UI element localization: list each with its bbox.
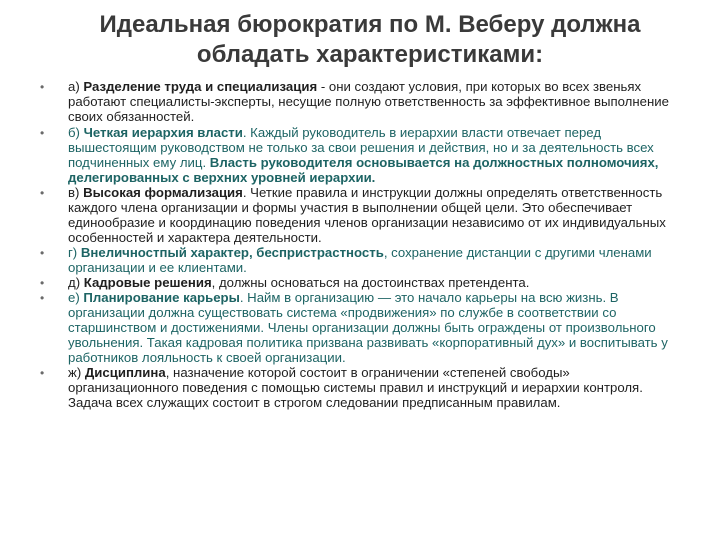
bullet-icon: • xyxy=(40,246,45,260)
item-text: . Четкие правила и инструкции должны определять ответственность каждого члена организации и формы участия в выполнении общей цели. Это обеспечивает единообразие и координацию поведения членов организации независимо от их индивидуальных особенностей и характера деятельности. xyxy=(68,185,666,245)
item-term: Разделение труда и специализация xyxy=(83,79,318,94)
title-line-1: Идеальная бюрократия по М. Веберу должна xyxy=(99,11,641,38)
item-prefix: г) xyxy=(68,245,81,260)
list-item xyxy=(40,275,680,290)
list-item xyxy=(40,79,680,124)
item-prefix: д) xyxy=(68,275,84,290)
item-term: Высокая формализация xyxy=(83,185,243,200)
item-text: . Найм в организацию — это начало карьеры на всю жизнь. В организации должна существовать система «продвижения» по службе в соответствии со старшинством и достижениями. Члены организации должны быть ограждены от произвольного увольнения. Такая кадровая политика призвана развивать «корпоративный дух» и воспитывать у работников лояльность к своей организации. xyxy=(68,290,668,365)
item-text: , назначение которой состоит в ограничении «степеней свободы» организационного поведения с помощью системы правил и инструкций и иерархии контроля. Задача всех служащих состоит в строгом следовании предписанным правилам. xyxy=(68,365,643,410)
item-text: , должны основаться на достоинствах претендента. xyxy=(211,275,530,290)
item-text: , сохранение дистанции с другими членами организации и ее клиентами. xyxy=(68,245,652,275)
bullet-icon: • xyxy=(40,366,45,380)
item-emphasis: Власть руководителя основывается на должностных полномочиях, делегированных с верхних уровней иерархии. xyxy=(68,155,659,185)
bullet-icon: • xyxy=(40,291,45,305)
list-item xyxy=(40,185,680,245)
item-term: Дисциплина xyxy=(84,365,166,380)
item-prefix: в) xyxy=(68,185,84,200)
item-text: . Каждый руководитель в иерархии власти отвечает перед вышестоящим руководством не только за свои решения и действия, но и за деятельность всех подчиненных ему лиц. xyxy=(68,125,654,170)
list-item xyxy=(40,245,680,275)
list-item xyxy=(40,365,680,410)
item-prefix: ж) xyxy=(68,365,85,380)
item-term: Кадровые решения xyxy=(83,275,212,290)
item-term: Четкая иерархия власти xyxy=(83,125,243,140)
bullet-icon: • xyxy=(40,276,45,290)
bullet-icon: • xyxy=(40,186,45,200)
item-term: Планирование карьеры xyxy=(83,290,240,305)
slide-title xyxy=(60,10,680,70)
item-prefix: б) xyxy=(68,125,84,140)
list-item xyxy=(40,290,680,365)
item-prefix: а) xyxy=(68,79,84,94)
item-text: - они создают условия, при которых во всех звеньях работают специалисты-эксперты, несущие полную ответственность за эффективное выполнение своих обязанностей. xyxy=(68,79,669,124)
list-item xyxy=(40,125,680,185)
bullet-icon: • xyxy=(40,126,45,140)
title-line-2: обладать характеристиками: xyxy=(196,41,544,68)
item-term: Внеличностпый характер, беспристрастность xyxy=(80,245,384,260)
characteristics-list xyxy=(40,79,680,410)
bullet-icon: • xyxy=(40,80,45,94)
item-prefix: е) xyxy=(68,290,84,305)
